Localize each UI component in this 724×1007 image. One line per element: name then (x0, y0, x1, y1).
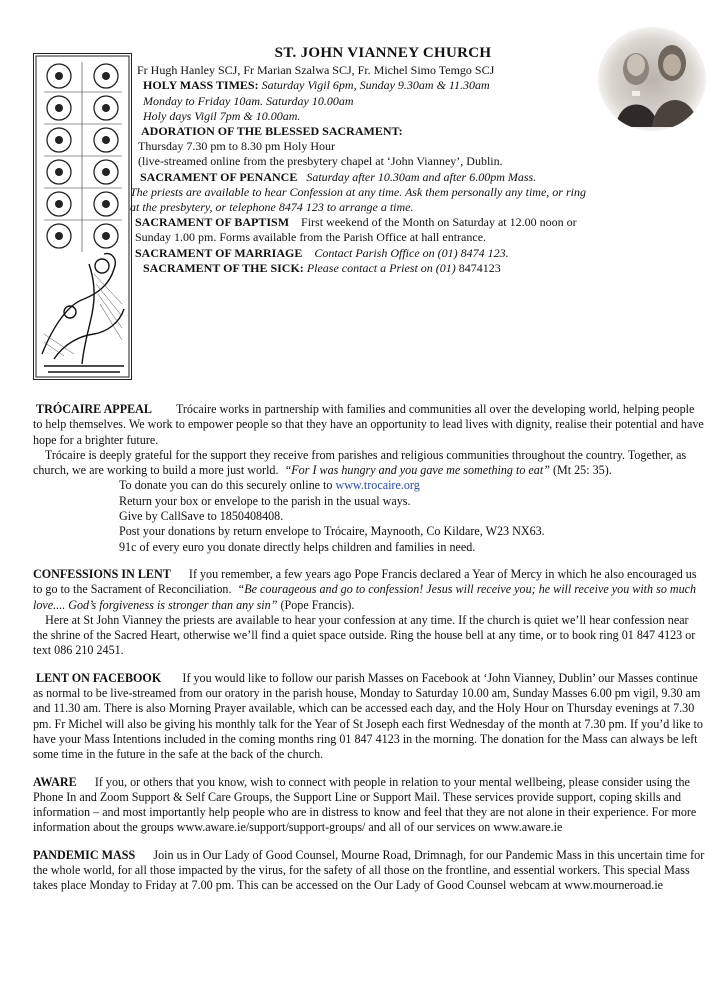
trocaire-box-line: Return your box or envelope to the parish in the usual ways. (119, 493, 411, 508)
bulletin-body (33, 402, 705, 903)
confessions-heading: CONFESSIONS IN LENT (33, 566, 171, 581)
mass-times-label: HOLY MASS TIMES: (143, 78, 259, 93)
pandemic-text: Join us in Our Lady of Good Counsel, Mourne Road, Drimnagh, for our Pandemic Mass in this uncertain time for the whole world, for all those impacted by the virus, for the safety of all those on the frontline, and essential workers. This special Mass takes place Monday to Friday at 7.00 pm. This can be accessed on the Our Lady of Good Counsel webcam at www.mourneroad.ie (33, 847, 705, 893)
marriage-label: SACRAMENT OF MARRIAGE (135, 245, 303, 260)
confessions-ref: (Pope Francis). (280, 597, 355, 612)
trocaire-donate-line (33, 478, 705, 493)
sick-text: Please contact a Priest on (01) (306, 260, 456, 275)
marriage-line (133, 246, 603, 261)
confessions-text-1: If you remember, a few years ago Pope Francis declared a Year of Mercy in which he also encouraged us to go to the Sacrament of Reconciliation. (33, 566, 697, 597)
pandemic-para (33, 848, 705, 894)
marriage-text: Contact Parish Office on (01) 8474 123. (314, 245, 509, 260)
mass-weekday-line: Monday to Friday 10am. Saturday 10.00am (143, 93, 354, 108)
decorative-illustration (33, 53, 132, 380)
mass-holyday-line: Holy days Vigil 7pm & 10.00am. (143, 108, 301, 123)
penance-times: Saturday after 10.30am and after 6.00pm Mass. (306, 169, 537, 184)
aware-section (33, 775, 705, 836)
facebook-para (33, 671, 705, 763)
clergy-line (133, 63, 603, 78)
trocaire-para-2 (33, 448, 705, 479)
aware-heading: AWARE (33, 774, 77, 789)
baptism-text: First weekend of the Month on Saturday at 12.00 noon or (301, 215, 577, 230)
sick-line (133, 261, 603, 276)
adoration-line-2: (live-streamed online from the presbytery chapel at ‘John Vianney’, Dublin. (138, 154, 503, 169)
penance-line-3: at the presbytery, or telephone 8474 123 to arrange a time. (130, 200, 414, 215)
church-engraving-image (34, 54, 131, 379)
trocaire-para-1 (33, 402, 705, 448)
confessions-quote: “Be courageous and go to confession! Jesus will receive you; he will receive you with so much love.... God’s forgiveness is stronger than any sin” (33, 582, 697, 612)
mass-times-text: Saturday Vigil 6pm, Sunday 9.30am & 11.30am (261, 78, 490, 93)
sick-number: 8474123 (458, 260, 501, 275)
mass-times-line (133, 78, 603, 93)
portrait-image (598, 27, 706, 131)
confessions-text-2: Here at St John Vianney the priests are available to hear your confession at any time. If the church is quiet we’ll hear confession near the shrine of the Sacred Heart, otherwise we’ll find a quiet space outside. Ring the house bell at any time, or to book ring 01 847 4123 or text 086 210 2451. (33, 612, 696, 658)
baptism-line (133, 215, 603, 230)
aware-para (33, 775, 705, 836)
confessions-para-1 (33, 567, 705, 613)
trocaire-callsave-line: Give by CallSave to 1850408408. (119, 509, 284, 524)
baptism-label: SACRAMENT OF BAPTISM (135, 215, 290, 230)
adoration-label (133, 124, 603, 139)
church-title: ST. JOHN VIANNEY CHURCH (274, 45, 492, 61)
trocaire-text-2: Trócaire is deeply grateful for the support they receive from parishes and religious communities throughout the country. Together, as church, we are working to build a more just world. (33, 447, 687, 478)
trocaire-post-line: Post your donations by return envelope to Trócaire, Maynooth, Co Kildare, W23 NX63. (119, 524, 545, 539)
trocaire-ref: (Mt 25: 35). (552, 463, 612, 478)
trocaire-91c-line: 91c of every euro you donate directly helps children and families in need. (119, 539, 476, 554)
parish-info-block (130, 45, 603, 276)
confessions-para-2 (33, 613, 705, 659)
facebook-section (33, 671, 705, 763)
trocaire-text-1: Trócaire works in partnership with families and communities all over the developing world, helping people to help themselves. We work to empower people so that they have an opportunity to lead lives with dignity, realise their potential and have hope for a brighter future. (33, 402, 704, 447)
penance-line (133, 170, 603, 185)
adoration-label-text: ADORATION OF THE BLESSED SACRAMENT: (141, 124, 403, 139)
facebook-text: If you would like to follow our parish Masses on Facebook at ‘John Vianney, Dublin’ our Masses continue as normal to be live-streamed from our oratory in the parish house, Monday to Saturday 10.00 am, Sunday Masses 6.00 pm vigil, 9.30 am and 11.30 am. There is also Morning Prayer available, which can be accessed each day, and the Holy Hour on Thursday evenings at 7.30 pm. Fr Michel will also be giving his monthly talk for the Year of St Joseph each first Wednesday of the month at 7.30 pm. If you’d like to have your Mass Intentions included in the coming months ring 01 847 4123 in the morning. The donation for the Mass can always be left some time in the future in the safe at the back of the church. (33, 670, 703, 762)
clergy-names: Fr Hugh Hanley SCJ, Fr Marian Szalwa SCJ, Fr. Michel Simo Temgo SCJ (137, 63, 495, 78)
trocaire-heading: TRÓCAIRE APPEAL (36, 402, 152, 416)
trocaire-section (33, 402, 705, 555)
pandemic-section (33, 848, 705, 894)
baptism-line-2: Sunday 1.00 pm. Forms available from the Parish Office at hall entrance. (135, 230, 487, 245)
pandemic-heading: PANDEMIC MASS (33, 847, 136, 862)
confessions-section (33, 567, 705, 659)
trocaire-quote: “For I was hungry and you gave me something to eat” (284, 463, 550, 478)
penance-line-2: The priests are available to hear Confession at any time. Ask them personally any time, or ring (130, 184, 586, 199)
priests-portrait (598, 27, 706, 131)
trocaire-website-link[interactable]: www.trocaire.org (335, 478, 420, 493)
aware-text: If you, or others that you know, wish to connect with people in relation to your mental wellbeing, please consider using the Phone In and Zoom Support & Self Care Groups, the Support Line or Support Mail. These services provide support, coping skills and information – and most importantly help people who are in distress to know and feel that they are not alone in their experience. For more information about the groups www.aware.ie/support/support-groups/ and all of our services on www.aware.ie (33, 774, 697, 835)
penance-label: SACRAMENT OF PENANCE (140, 169, 298, 184)
adoration-line-1: Thursday 7.30 pm to 8.30 pm Holy Hour (138, 139, 335, 154)
sick-label: SACRAMENT OF THE SICK: (143, 260, 304, 275)
donate-prefix: To donate you can do this securely online to (119, 478, 333, 493)
facebook-heading: LENT ON FACEBOOK (36, 670, 162, 685)
